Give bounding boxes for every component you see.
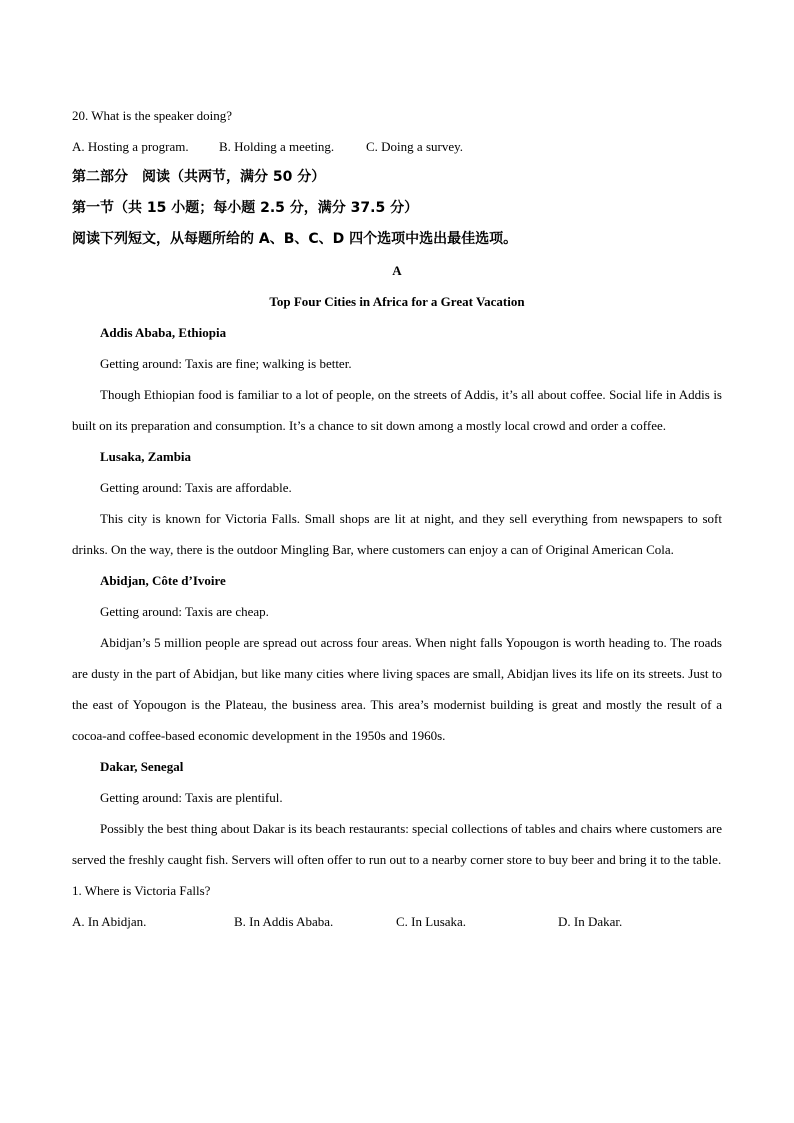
getting-around-abidjan: Getting around: Taxis are cheap. — [100, 604, 269, 619]
passage-title: Top Four Cities in Africa for a Great Vacation — [269, 294, 525, 309]
question-1-stem: 1. Where is Victoria Falls? — [72, 883, 211, 898]
question-1-option-b: B. In Addis Ababa. — [234, 914, 334, 929]
body-abidjan: Abidjan’s 5 million people are spread out across four areas. When night falls Yopougon is worth heading to. The roads are dusty in the part of Abidjan, but like many cities where living spaces are small, Abidjan lives its life on its streets. Just to the east of Yopougon is the Plateau, the business area. This area’s modernist building is great and mostly the result of a cocoa-and coffee-based economic development in the 1950s and 1960s. — [72, 635, 722, 743]
passage-label: A — [392, 263, 402, 278]
question-1-option-a: A. In Abidjan. — [72, 914, 147, 929]
question-20-stem: 20. What is the speaker doing? — [72, 108, 233, 123]
section-one-header: 第一节（共 15 小题；每小题 2.5 分，满分 37.5 分） — [72, 200, 419, 216]
question-1-options — [72, 906, 722, 937]
question-20-option-c: C. Doing a survey. — [366, 139, 464, 154]
document-page — [72, 100, 722, 937]
part-two-header: 第二部分 阅读（共两节，满分 50 分） — [72, 169, 326, 185]
getting-around-addis: Getting around: Taxis are fine; walking is better. — [100, 356, 352, 371]
body-lusaka: This city is known for Victoria Falls. Small shops are lit at night, and they sell everything from newspapers to soft drinks. On the way, there is the outdoor Mingling Bar, where customers can enjoy a can of Original American Cola. — [72, 511, 722, 557]
city-name-lusaka: Lusaka, Zambia — [100, 449, 192, 464]
body-addis: Though Ethiopian food is familiar to a lot of people, on the streets of Addis, it’s all about coffee. Social life in Addis is built on its preparation and consumption. It’s a chance to sit down among a mostly local crowd and order a coffee. — [72, 387, 722, 433]
body-dakar: Possibly the best thing about Dakar is its beach restaurants: special collections of tables and chairs where customers are served the freshly caught fish. Servers will often offer to run out to a nearby corner store to buy beer and bring it to the table. — [72, 821, 722, 867]
city-name-addis: Addis Ababa, Ethiopia — [100, 325, 227, 340]
question-20-option-a: A. Hosting a program. — [72, 139, 189, 154]
question-1-option-c: C. In Lusaka. — [396, 914, 467, 929]
reading-instruction: 阅读下列短文，从每题所给的 A、B、C、D 四个选项中选出最佳选项。 — [72, 231, 518, 247]
question-20-options — [72, 131, 722, 162]
question-1-option-d: D. In Dakar. — [558, 914, 623, 929]
city-name-abidjan: Abidjan, Côte d’Ivoire — [100, 573, 226, 588]
getting-around-dakar: Getting around: Taxis are plentiful. — [100, 790, 283, 805]
getting-around-lusaka: Getting around: Taxis are affordable. — [100, 480, 292, 495]
city-name-dakar: Dakar, Senegal — [100, 759, 184, 774]
question-20-option-b: B. Holding a meeting. — [219, 139, 335, 154]
